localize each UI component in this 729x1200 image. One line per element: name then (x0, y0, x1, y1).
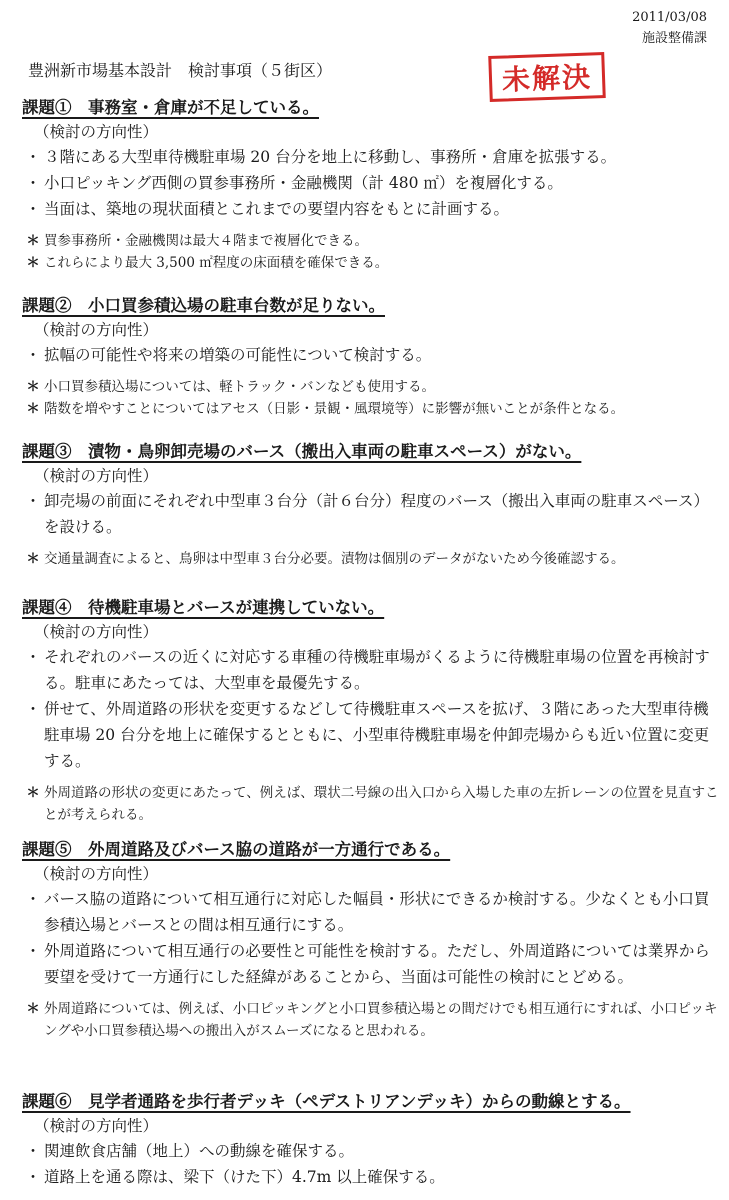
note-item (22, 998, 719, 1042)
list-item (22, 488, 719, 540)
issue-section-5 (22, 838, 719, 1042)
issue-section-4 (22, 596, 719, 826)
list-item-text: 小口ピッキング西側の買参事務所・金融機関（計 480 ㎡）を複層化する。 (44, 174, 563, 192)
note-mark: ＊ (26, 1001, 40, 1017)
issue-heading: 課題① 事務室・倉庫が不足している。 (22, 98, 319, 117)
list-item (22, 1164, 719, 1190)
note-mark: ＊ (26, 379, 40, 395)
note-text: 交通量調査によると、鳥卵は中型車３台分必要。漬物は個別のデータがないため今後確認する。 (44, 551, 625, 567)
issue-heading: 課題② 小口買参積込場の駐車台数が足りない。 (22, 296, 385, 315)
note-mark: ＊ (26, 785, 40, 801)
list-item (22, 938, 719, 990)
list-item (22, 342, 719, 368)
list-item (22, 696, 719, 774)
bullet-mark: ・ (25, 200, 41, 218)
bullet-mark: ・ (25, 648, 41, 666)
note-mark: ＊ (26, 255, 40, 271)
issue-heading: 課題⑤ 外周道路及びバース脇の道路が一方通行である。 (22, 840, 451, 859)
note-mark: ＊ (26, 551, 40, 567)
note-text: 小口買参積込場については、軽トラック・バンなども使用する。 (44, 379, 435, 395)
list-item-text: 関連飲食店舗（地上）への動線を確保する。 (44, 1142, 355, 1160)
issue-section-1 (22, 96, 719, 274)
issue-heading: 課題⑥ 見学者通路を歩行者デッキ（ペデストリアンデッキ）からの動線とする。 (22, 1092, 631, 1111)
bullet-mark: ・ (25, 942, 41, 960)
direction-label: （検討の方向性） (34, 321, 159, 339)
note-text: これらにより最大 3,500 ㎡程度の床面積を確保できる。 (44, 255, 389, 271)
list-item (22, 886, 719, 938)
department-label: 施設整備課 (641, 31, 707, 46)
note-item (22, 376, 719, 398)
direction-label: （検討の方向性） (34, 467, 159, 485)
bullet-mark: ・ (25, 492, 41, 510)
list-item-text: 当面は、築地の現状面積とこれまでの要望内容をもとに計画する。 (44, 200, 510, 218)
list-item (22, 144, 719, 170)
direction-label: （検討の方向性） (34, 623, 159, 641)
bullet-mark: ・ (25, 890, 41, 908)
list-item (22, 170, 719, 196)
list-item-text: 卸売場の前面にそれぞれ中型車３台分（計６台分）程度のバース（搬出入車両の駐車スペース）を設ける。 (44, 492, 709, 536)
note-mark: ＊ (26, 233, 40, 249)
note-text: 階数を増やすことについてはアセス（日影・景観・風環境等）に影響が無いことが条件となる。 (44, 401, 625, 417)
notes (22, 782, 719, 826)
list-item-text: ３階にある大型車待機駐車場 20 台分を地上に移動し、事務所・倉庫を拡張する。 (44, 148, 617, 166)
list-item-text: 外周道路について相互通行の必要性と可能性を検討する。ただし、外周道路については業界から要望を受けて一方通行にした経緯があることから、当面は可能性の検討にとどめる。 (44, 942, 710, 986)
bullet-mark: ・ (25, 1168, 41, 1186)
note-text: 外周道路については、例えば、小口ピッキングと小口買参積込場との間だけでも相互通行にすれば、小口ピッキングや小口買参積込場への搬出入がスムーズになると思われる。 (44, 1001, 718, 1039)
direction-label: （検討の方向性） (34, 865, 159, 883)
note-item (22, 230, 719, 252)
list-item (22, 644, 719, 696)
direction-label: （検討の方向性） (34, 1117, 159, 1135)
bullet-mark: ・ (25, 174, 41, 192)
note-item (22, 548, 719, 570)
list-item (22, 1138, 719, 1164)
notes (22, 376, 719, 420)
notes (22, 548, 719, 570)
note-item (22, 398, 719, 420)
bullet-mark: ・ (25, 148, 41, 166)
list-item-text: 道路上を通る際は、梁下（けた下）4.7m 以上確保する。 (44, 1168, 445, 1186)
document-date: 2011/03/08 (632, 10, 707, 25)
unresolved-stamp: 未解決 (488, 52, 606, 102)
direction-label: （検討の方向性） (34, 123, 159, 141)
note-item (22, 782, 719, 826)
bullet-mark: ・ (25, 700, 41, 718)
notes (22, 230, 719, 274)
list-item-text: バース脇の道路について相互通行に対応した幅員・形状にできるか検討する。少なくとも小口買参積込場とバースとの間は相互通行にする。 (44, 890, 710, 934)
note-mark: ＊ (26, 401, 40, 417)
note-text: 買参事務所・金融機関は最大４階まで複層化できる。 (44, 233, 368, 249)
list-item-text: 併せて、外周道路の形状を変更するなどして待機駐車スペースを拡げ、３階にあった大型車待機駐車場 20 台分を地上に確保するとともに、小型車待機駐車場を仲卸売場からも近い位置に変更する。 (44, 700, 710, 770)
list-item-text: 拡幅の可能性や将来の増築の可能性について検討する。 (44, 346, 432, 364)
issue-section-3 (22, 440, 719, 570)
issue-heading: 課題④ 待機駐車場とバースが連携していない。 (22, 598, 385, 617)
issue-heading: 課題③ 漬物・鳥卵卸売場のバース（搬出入車両の駐車スペース）がない。 (22, 442, 582, 461)
note-text: 外周道路の形状の変更にあたって、例えば、環状二号線の出入口から入場した車の左折レーンの位置を見直すことが考えられる。 (44, 785, 719, 823)
bullet-mark: ・ (25, 346, 41, 364)
list-item (22, 196, 719, 222)
notes (22, 998, 719, 1042)
list-item-text: それぞれのバースの近くに対応する車種の待機駐車場がくるように待機駐車場の位置を再検討する。駐車にあたっては、大型車を最優先する。 (44, 648, 710, 692)
issue-section-6 (22, 1090, 719, 1190)
note-item (22, 252, 719, 274)
document-title: 豊洲新市場基本設計 検討事項（５街区） (28, 61, 333, 80)
bullet-mark: ・ (25, 1142, 41, 1160)
issue-section-2 (22, 294, 719, 420)
